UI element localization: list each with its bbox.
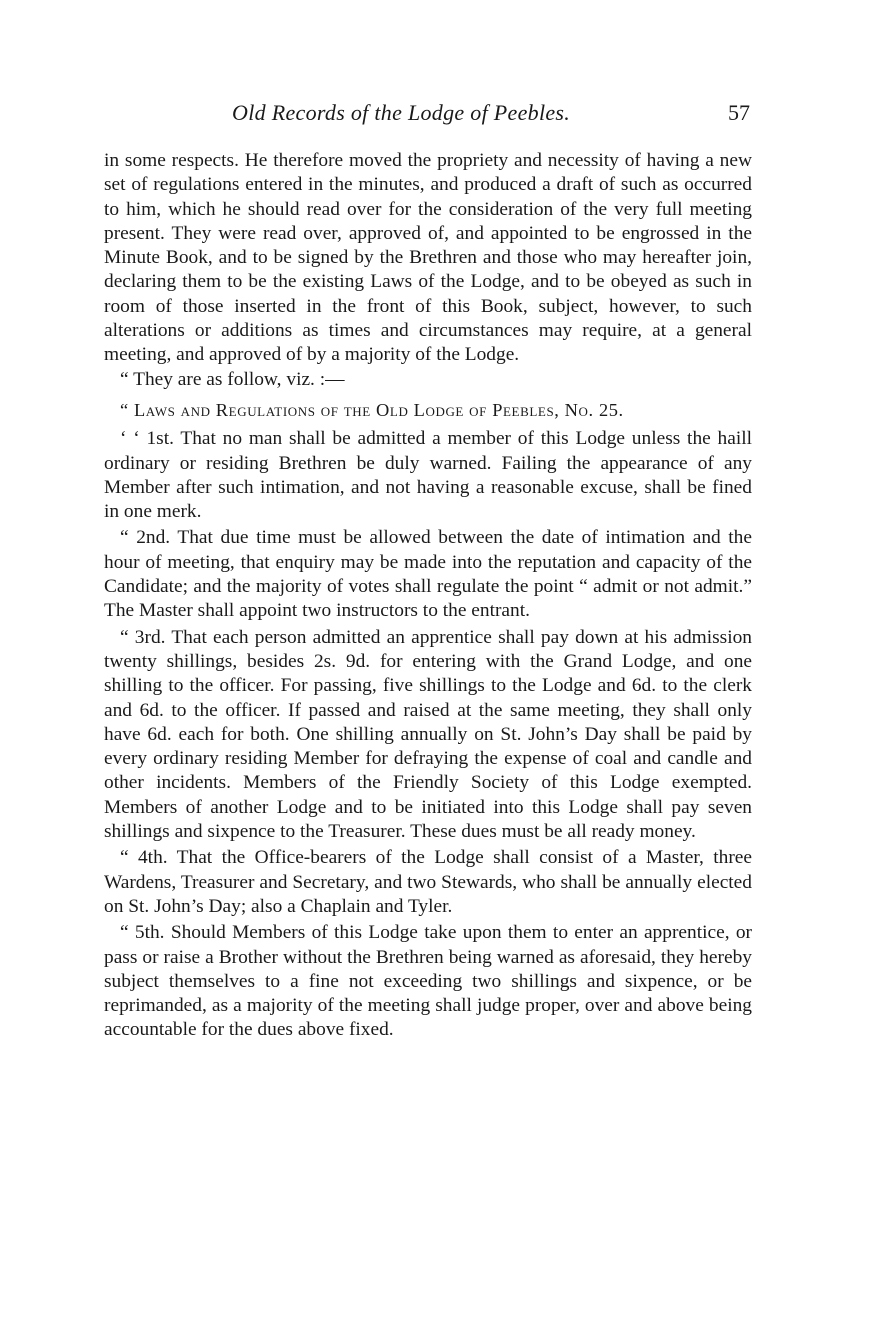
intro-paragraph: in some respects. He therefore moved the propriety and necessity of having a new set of regulations entered in the minutes, and produced a draft of such as occurred to him, which he should read over for the consideration of the very full meeting present. They were read over, approved of, and appointed to be engrossed in the Minute Book, and to be signed by the Brethren and those who may hereafter join, declaring them to be the existing Laws of the Lodge, and to be obeyed as such in room of those inserted in the front of this Book, subject, however, to such alterations or additions as times and circumstances may require, at a general meeting, and approved of by a majority of the Lodge. — [104, 150, 752, 366]
rule-paragraph-5th: “ 5th. Should Members of this Lodge take upon them to enter an apprentice, or pass or raise a Brother without the Brethren being warned as aforesaid, they hereby subject themselves to a fine not exceeding two shillings and sixpence, or be reprimanded, as a majority of the meeting shall judge proper, over and above being accountable for the dues above fixed. — [104, 922, 752, 1041]
page-header — [104, 100, 750, 132]
rule-paragraph-1st: ‘ ‘ 1st. That no man shall be admitted a member of this Lodge unless the haill ordinary or residing Brethren be duly warned. Failing the appearance of any Member after such intimation, and not having a reasonable excuse, shall be fined in one merk. — [104, 428, 752, 523]
rule-paragraph-3rd: “ 3rd. That each person admitted an apprentice shall pay down at his admission twenty shillings, besides 2s. 9d. for entering with the Grand Lodge, and one shilling to the officer. For passing, five shillings to the Lodge and 6d. to the clerk and 6d. to the officer. If passed and raised at the same meeting, they shall only have 6d. each for both. One shilling annually on St. John’s Day shall be paid by every ordinary residing Member for defraying the expense of coal and candle and other incidents. Members of the Friendly Society of this Lodge exempted. Members of another Lodge and to be initiated into this Lodge shall pay seven shillings and sixpence to the Treasurer. These dues must be all ready money. — [104, 626, 752, 843]
rule-paragraph-2nd: “ 2nd. That due time must be allowed between the date of intimation and the hour of meeting, that enquiry may be made into the reputation and capacity of the Candidate; and the majority of votes shall regulate the point “ admit or not admit.” The Master shall appoint two instructors to the entrant. — [104, 527, 752, 622]
rule-paragraph-4th: “ 4th. That the Office-bearers of the Lodge shall consist of a Master, three Wardens, Treasurer and Secretary, and two Stewards, who shall be annually elected on St. John’s Day; also a Chaplain and Tyler. — [104, 847, 752, 917]
section-heading: “ Laws and Regulations of the Old Lodge of Peebles, No. 25. — [120, 399, 624, 420]
follow-line: “ They are as follow, viz. :— — [120, 368, 345, 390]
running-title: Old Records of the Lodge of Peebles. — [232, 100, 571, 125]
page-body — [104, 149, 752, 1043]
page-number: 57 — [728, 100, 750, 125]
